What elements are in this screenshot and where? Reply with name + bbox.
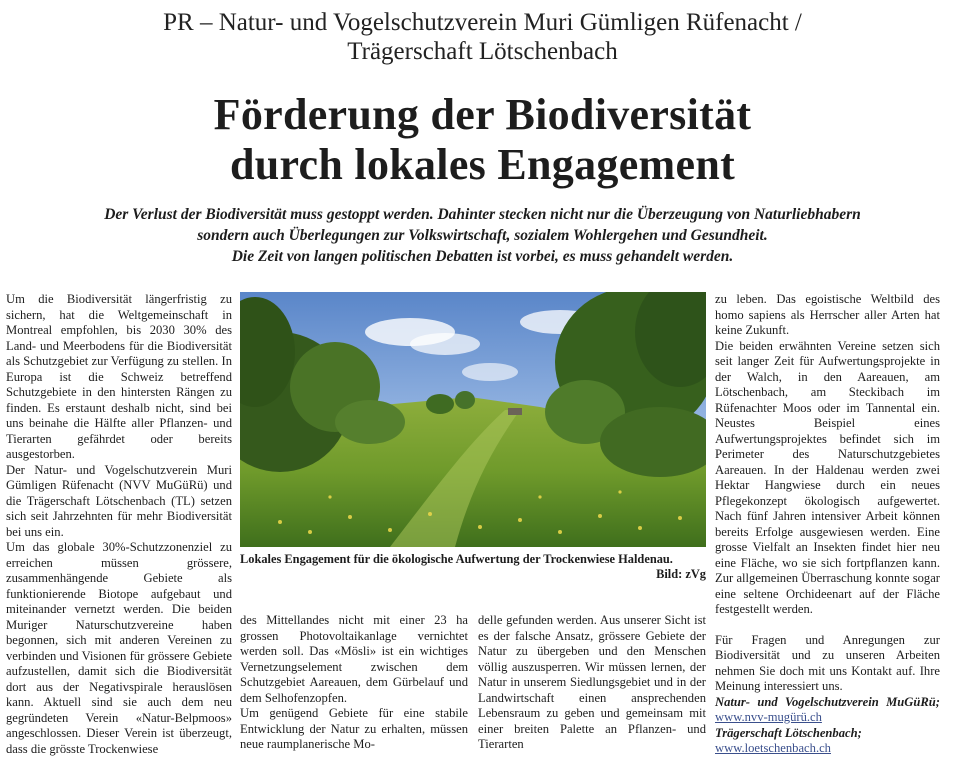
lead-line-1: Der Verlust der Biodiversität muss gestoppt werden. Dahinter stecken nicht nur die Überzeugung von Naturliebhabern xyxy=(104,206,861,223)
body-paragraph: Für Fragen und Anregungen zur Biodiversität und zu unseren Arbeiten nehmen Sie doch mit uns Kontakt auf. Ihre Meinung interessiert uns. xyxy=(715,632,940,693)
body-column-1 xyxy=(6,292,232,757)
photo-credit: Bild: zVg xyxy=(656,567,706,581)
headline-line-1: Förderung der Biodiversität xyxy=(213,90,752,139)
meadow-photo xyxy=(240,292,706,547)
body-paragraph: Um das globale 30%-Schutzzonenziel zu erreichen müssen grössere, zusammenhängende Gebiete als funktionierende Biotope aufgebaut und miteinander vernetzt werden. Die beiden Muriger Naturschutzvereine haben begonnen, sich mit anderen Vereinen zu verbinden und Visionen für grössere Gebiete aufzustellen, damit sich die Biodiversität dort aus der Negativspirale herauslösen kann. Aktuell sind sie auch dem neu gegründeten Verein «Natur-Belpmoos» angeschlossen. Dieser Verein ist überzeugt, dass die grösste Trockenwiese xyxy=(6,540,232,756)
body-paragraph: Um die Biodiversität längerfristig zu sichern, hat die Weltgemeinschaft in Montreal empfohlen, bis 2030 30% des Land- und Meerbodens für die Biodiversität als Schutzgebiet zur Verfügung zu stellen. In Europa ist die Schweiz betreffend Schutzgebiete in den hintersten Rängen zu finden. Es erstaunt deshalb nicht, sind bei uns beinahe die Hälfte aller Pflanzen- und Tierarten gefährdet oder bereits ausgestorben. xyxy=(6,292,232,461)
article-headline xyxy=(0,90,965,190)
body-paragraph: delle gefunden werden. Aus unserer Sicht ist es der falsche Ansatz, grössere Gebiete der Natur zu übergeben und den Menschen völlig auszusperren. Wir müssen lernen, der Natur in unserem Siedlungsgebiet und in der Landwirtschaft einen ansprechenden Lebensraum zu geben und gemeinsam mit einer breiten Palette an Pflanzen- und Tierarten xyxy=(478,613,706,751)
signature-tl-name: Trägerschaft Lötschenbach; xyxy=(715,725,862,740)
kicker-line-1: PR – Natur- und Vogelschutzverein Muri Gümligen Rüfenacht / xyxy=(163,9,802,36)
signature-nvv-name: Natur- und Vogelschutzverein MuGüRü; xyxy=(715,694,940,709)
paragraph-spacer xyxy=(715,618,940,633)
article-lead xyxy=(0,204,965,267)
body-column-4 xyxy=(715,292,940,757)
body-column-3 xyxy=(478,613,706,753)
body-column-2 xyxy=(240,613,468,753)
body-paragraph: Der Natur- und Vogelschutzverein Muri Gümligen Rüfenacht (NVV MuGüRü) und die Trägerschaft Lötschenbach (TL) setzen sich seit Jahrzehnten für mehr Biodiversität bei uns ein. xyxy=(6,462,232,539)
lead-line-2: sondern auch Überlegungen zur Volkswirtschaft, sozialem Wohlergehen und Gesundheit. xyxy=(197,227,768,244)
body-paragraph: Die beiden erwähnten Vereine setzen sich seit langer Zeit für Aufwertungsprojekte in der Walch, in den Aareauen, am Lötschenbach, am Steckibach im Rüfenachter Moos oder im Tannental ein. Neustes Beispiel eines Aufwertungsprojektes befindet sich im Perimeter des Naturschutzgebietes Aareauen. In der Haldenau werden zwei Hektar Hangwiese durch ein neues Pflegekonzept ökologisch aufgewertet. Nach fünf Jahren intensiver Arbeit können bereits Erfolge ausgewiesen werden. Eine grosse Vielfalt an Insekten findet hier neu eine Fläche, wo sie sich fortpflanzen kann. Zur allgemeinen Überraschung konnte sogar eine seltene Orchideenart auf der Fläche festgestellt werden. xyxy=(715,338,940,616)
body-paragraph: zu leben. Das egoistische Weltbild des homo sapiens als Herrscher aller Arten hat keine Zukunft. xyxy=(715,292,940,337)
link-tl-website[interactable]: www.loetschenbach.ch xyxy=(715,741,831,755)
headline-line-2: durch lokales Engagement xyxy=(229,140,736,189)
photo-caption-text: Lokales Engagement für die ökologische Aufwertung der Trockenwiese Haldenau. xyxy=(240,552,673,566)
body-paragraph: des Mittellandes nicht mit einer 23 ha grossen Photovoltaikanlage vernichtet werden soll. Das «Mösli» ist ein wichtiges Vernetzungselement zwischen dem Schutzgebiet Aareauen, dem Gürbelauf und dem Selhofenzopfen. xyxy=(240,613,468,705)
photo-caption xyxy=(240,552,706,582)
signature-nvv xyxy=(715,695,940,726)
kicker-line-2: Trägerschaft Lötschenbach xyxy=(347,38,618,65)
signature-tl xyxy=(715,726,940,757)
lead-line-3: Die Zeit von langen politischen Debatten ist vorbei, es muss gehandelt werden. xyxy=(231,248,734,265)
article-kicker xyxy=(0,8,965,66)
body-paragraph: Um genügend Gebiete für eine stabile Entwicklung der Natur zu erhalten, müssen neue raumplanerische Mo- xyxy=(240,706,468,751)
meadow-photo-illustration xyxy=(240,292,706,547)
link-nvv-website[interactable]: www.nvv-mugürü.ch xyxy=(715,710,822,724)
